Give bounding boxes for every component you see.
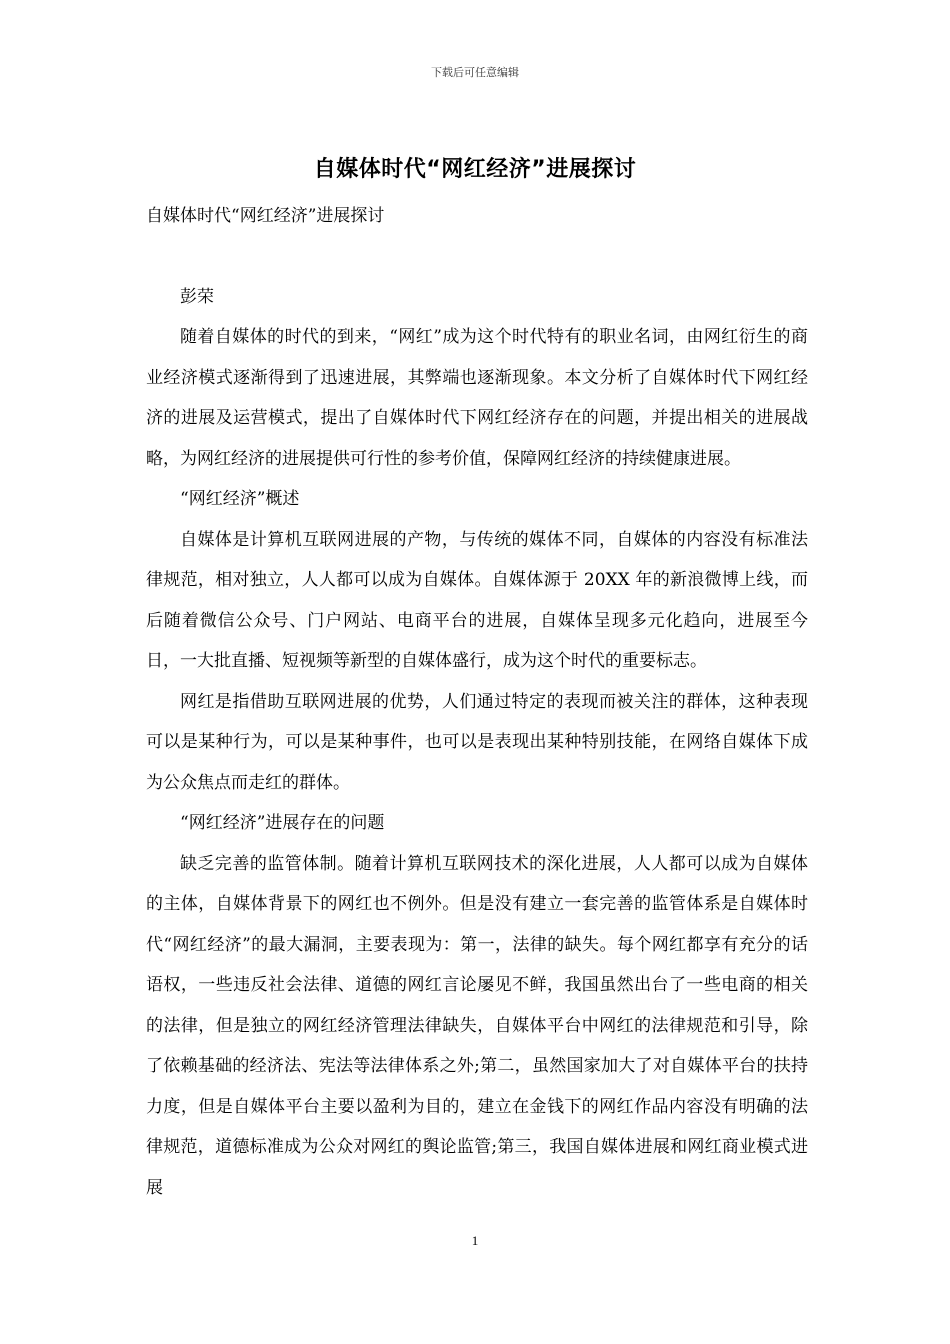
document-subtitle: 自媒体时代“网红经济”进展探讨 (146, 206, 385, 226)
author-name: 彭荣 (180, 286, 214, 307)
paragraph-influencer-definition: 网红是指借助互联网进展的优势，人们通过特定的表现而被关注的群体，这种表现可以是某种行为，可以是某种事件，也可以是表现出某种特别技能，在网络自媒体下成为公众焦点而走红的群体。 (146, 691, 808, 793)
document-body (146, 196, 808, 1208)
header-note: 下载后可任意编辑 (431, 66, 519, 79)
section-heading-overview: “网红经济”概述 (180, 489, 300, 509)
paragraph-regulation: 缺乏完善的监管体制。随着计算机互联网技术的深化进展，人人都可以成为自媒体的主体，自媒体背景下的网红也不例外。但是没有建立一套完善的监管体系是自媒体时代“网红经济”的最大漏洞，主要表现为：第一，法律的缺失。每个网红都享有充分的话语权，一些违反社会法律、道德的网红言论屡见不鲜，我国虽然出台了一些电商的相关的法律，但是独立的网红经济管理法律缺失，自媒体平台中网红的法律规范和引导，除了依赖基础的经济法、宪法等法律体系之外;第二，虽然国家加大了对自媒体平台的扶持力度，但是自媒体平台主要以盈利为目的，建立在金钱下的网红作品内容没有明确的法律规范，道德标准成为公众对网红的舆论监管;第三，我国自媒体进展和网红商业模式进展 (146, 853, 808, 1198)
abstract-paragraph: 随着自媒体的时代的到来，“网红”成为这个时代特有的职业名词，由网红衍生的商业经济模式逐渐得到了迅速进展，其弊端也逐渐现象。本文分析了自媒体时代下网红经济的进展及运营模式，提出了自媒体时代下网红经济存在的问题，并提出相关的进展战略，为网红经济的进展提供可行性的参考价值，保障网红经济的持续健康进展。 (146, 327, 808, 469)
document-title: 自媒体时代“网红经济”进展探讨 (313, 157, 637, 182)
page-number: 1 (471, 1233, 479, 1248)
paragraph-self-media: 自媒体是计算机互联网进展的产物，与传统的媒体不同，自媒体的内容没有标准法律规范，相对独立，人人都可以成为自媒体。自媒体源于 20XX 年的新浪微博上线，而后随着微信公众号、门户网站、电商平台的进展，自媒体呈现多元化趋向，进展至今日，一大批直播、短视频等新型的自媒体盛行，成为这个时代的重要标志。 (146, 529, 808, 671)
section-heading-problems: “网红经济”进展存在的问题 (180, 813, 385, 833)
